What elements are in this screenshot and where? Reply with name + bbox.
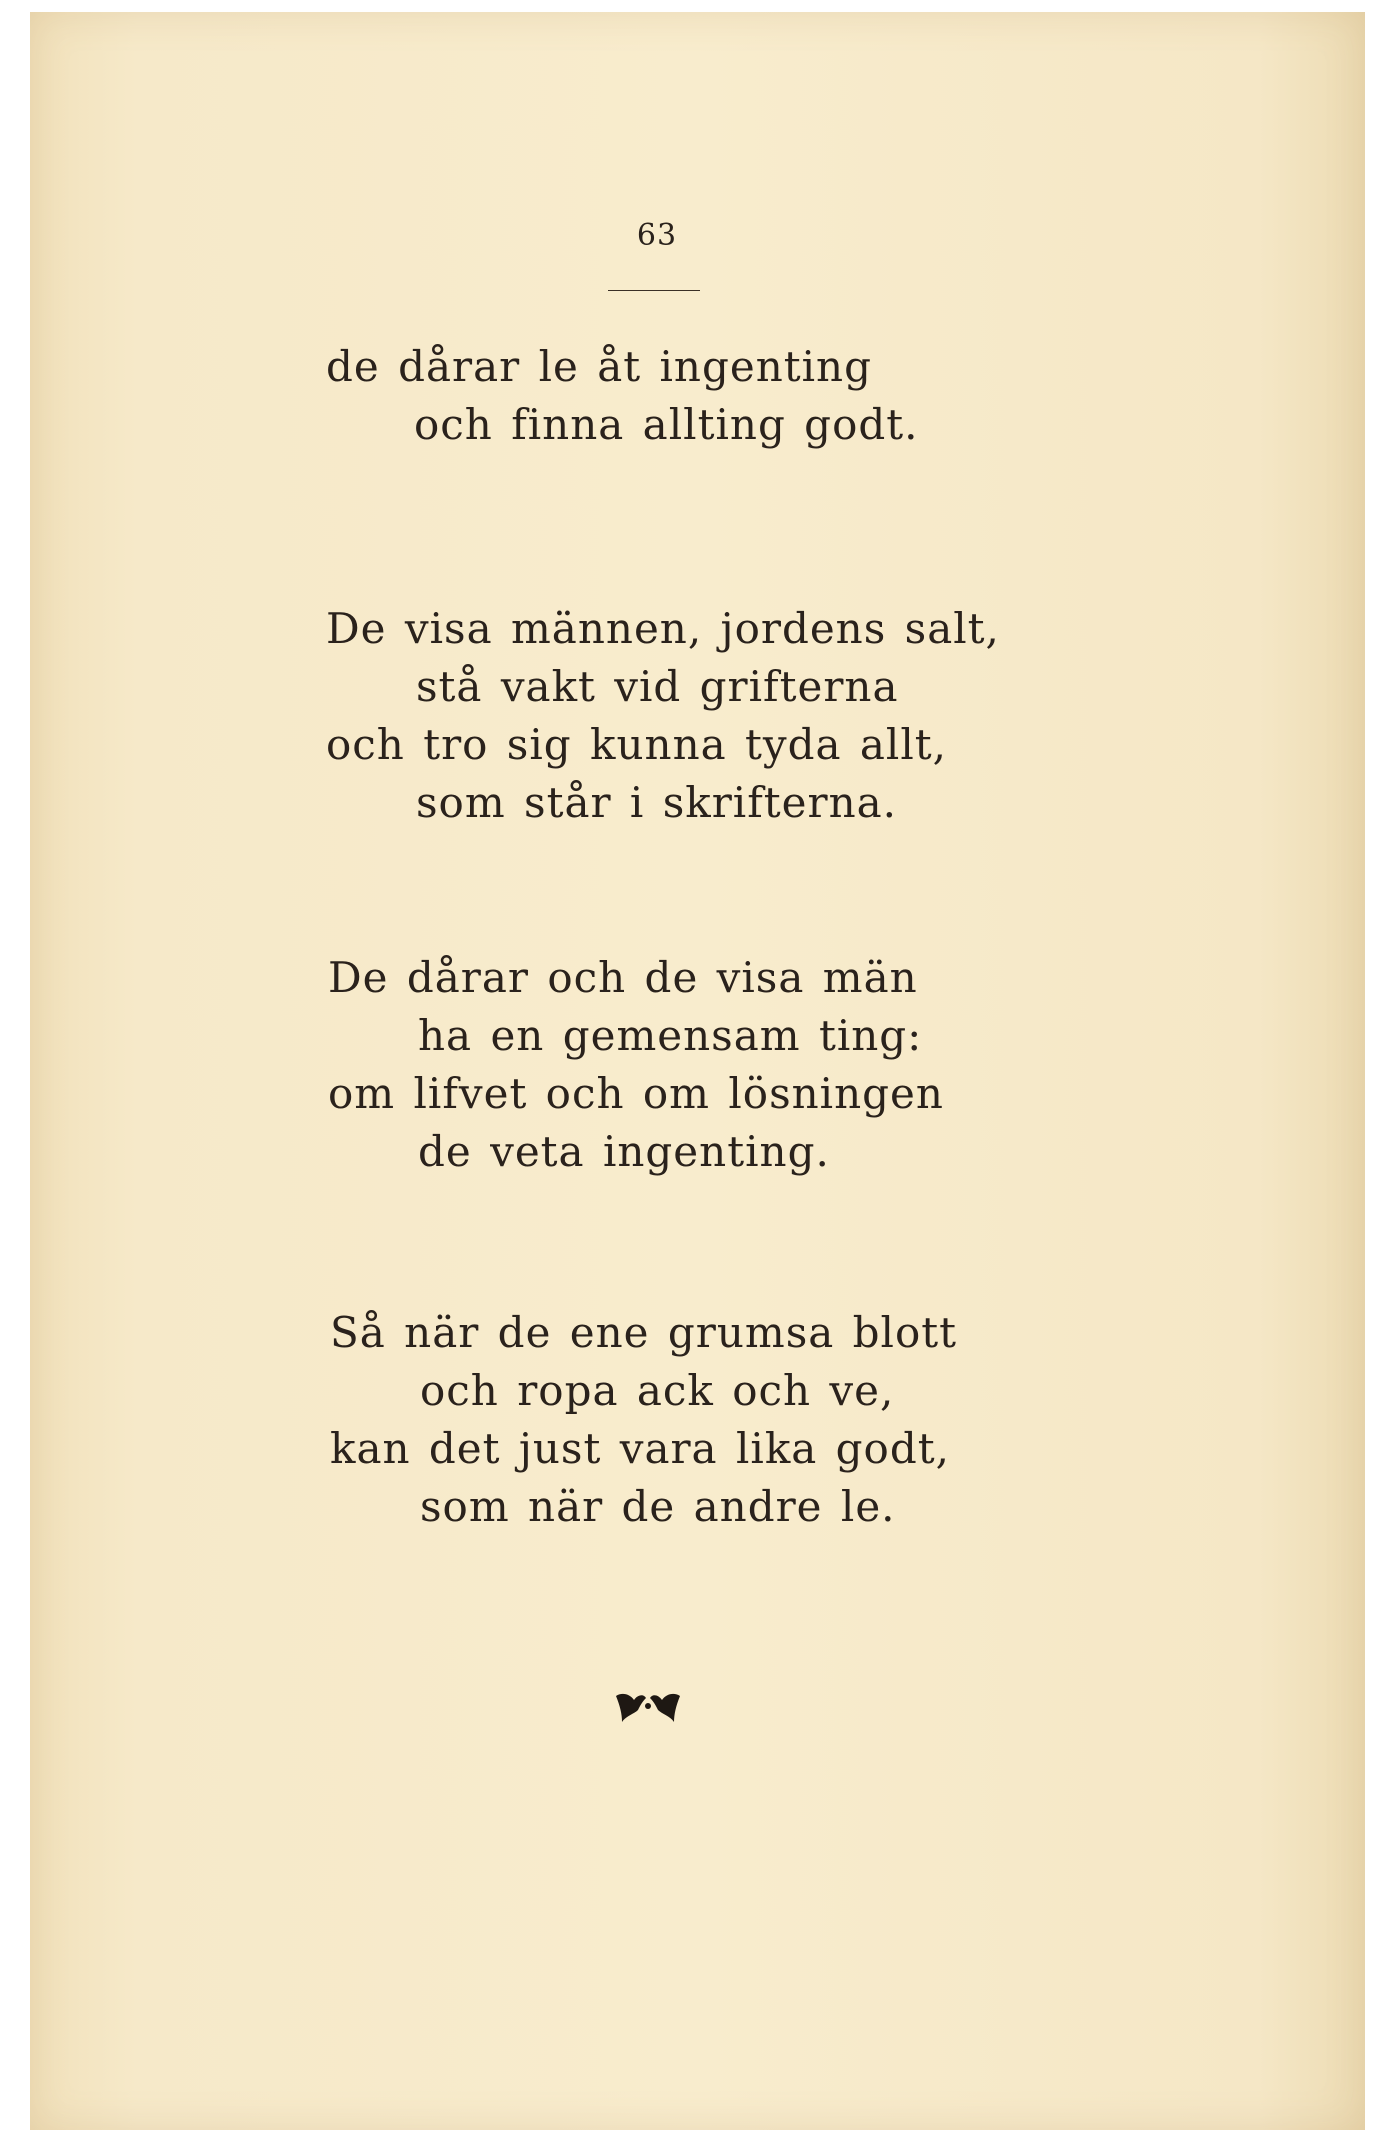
verse-line: som när de andre le. (420, 1482, 896, 1531)
verse-line: ha en gemensam ting: (418, 1011, 923, 1060)
verse-line: stå vakt vid grifterna (416, 662, 899, 711)
verse-line: de veta ingenting. (418, 1127, 830, 1176)
verse-line: om lifvet och om lösningen (328, 1069, 944, 1118)
verse-line: och tro sig kunna tyda allt, (326, 720, 948, 769)
verse-line: som står i skrifterna. (416, 778, 898, 827)
verse-line: och finna allting godt. (414, 400, 919, 449)
verse-line: och ropa ack och ve, (420, 1366, 895, 1415)
verse-line: kan det just vara lika godt, (330, 1424, 950, 1473)
verse-line: De visa männen, jordens salt, (326, 604, 1000, 653)
verse-line: Så när de ene grumsa blott (330, 1308, 958, 1357)
page-number: 63 (636, 218, 678, 253)
verse-line: De dårar och de visa män (328, 953, 918, 1002)
book-page (30, 12, 1365, 2130)
fleuron-ornament-icon (608, 1686, 688, 1726)
verse-line: de dårar le åt ingenting (326, 342, 872, 391)
header-rule (608, 290, 700, 291)
